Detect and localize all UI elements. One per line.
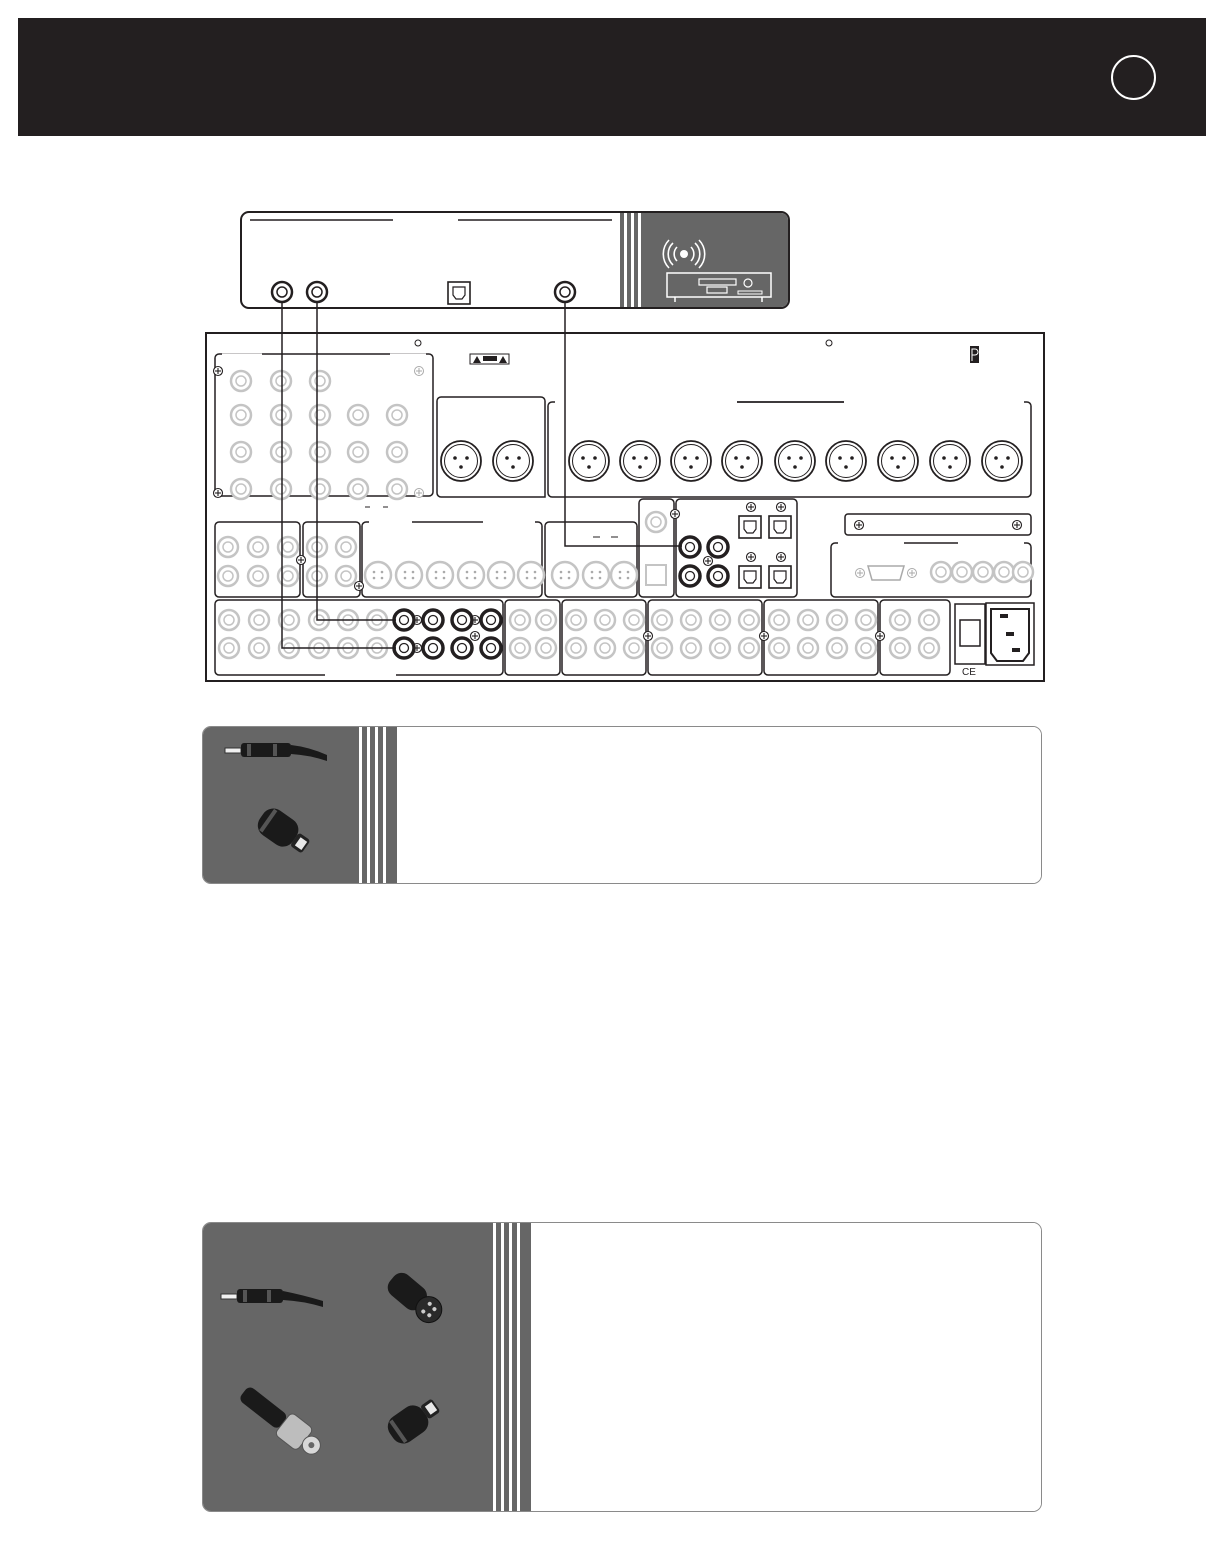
optical-in-small[interactable] [646, 565, 666, 585]
analog-output-jack[interactable] [681, 610, 701, 630]
analog-input-jack[interactable] [249, 610, 269, 630]
source-bnc-out-1[interactable] [272, 282, 292, 302]
s-video-input[interactable] [611, 562, 637, 588]
trigger-jack[interactable] [1013, 562, 1033, 582]
video-input-jack[interactable] [348, 479, 368, 499]
video-input-jack[interactable] [310, 442, 330, 462]
video-input-jack[interactable] [310, 371, 330, 391]
xlr-output[interactable] [722, 441, 762, 481]
analog-output-jack[interactable] [536, 610, 556, 630]
s-video-input[interactable] [427, 562, 453, 588]
xlr-output[interactable] [775, 441, 815, 481]
rca-cable-icon [221, 1289, 323, 1307]
s-video-input[interactable] [518, 562, 544, 588]
s-video-input[interactable] [458, 562, 484, 588]
video-input-jack[interactable] [271, 371, 291, 391]
analog-output-jack[interactable] [798, 638, 818, 658]
analog-output-jack[interactable] [769, 638, 789, 658]
xlr-output[interactable] [620, 441, 660, 481]
analog-output-jack[interactable] [681, 638, 701, 658]
analog-output-jack[interactable] [624, 610, 644, 630]
connector-box-1 [202, 726, 1042, 884]
ce-mark: CE [962, 667, 976, 678]
s-video-input[interactable] [365, 562, 391, 588]
video-input-jack[interactable] [271, 442, 291, 462]
analog-output-jack[interactable] [566, 638, 586, 658]
xlr-output[interactable] [671, 441, 711, 481]
analog-output-jack[interactable] [827, 610, 847, 630]
analog-output-jack[interactable] [510, 610, 530, 630]
analog-output-jack[interactable] [710, 610, 730, 630]
analog-output-jack[interactable] [595, 610, 615, 630]
source-optical-out[interactable] [448, 282, 470, 304]
processor-rear-panel [206, 333, 1044, 681]
s-video-input[interactable] [583, 562, 609, 588]
trigger-jack[interactable] [952, 562, 972, 582]
analog-output-jack[interactable] [919, 638, 939, 658]
audio-input-jack[interactable] [278, 537, 298, 557]
audio-input-jack[interactable] [248, 537, 268, 557]
audio-input-jack[interactable] [278, 566, 298, 586]
coax-digital-input-highlighted [680, 537, 700, 557]
analog-output-jack[interactable] [827, 638, 847, 658]
audio-input-jack[interactable] [336, 566, 356, 586]
analog-output-jack[interactable] [652, 610, 672, 630]
source-device [241, 212, 789, 308]
analog-output-jack[interactable] [652, 638, 672, 658]
video-input-jack[interactable] [231, 405, 251, 425]
analog-output-jack[interactable] [856, 638, 876, 658]
audio-input-jack[interactable] [248, 566, 268, 586]
p-logo-icon [970, 346, 979, 363]
video-input-jack[interactable] [348, 442, 368, 462]
video-input-jack[interactable] [271, 479, 291, 499]
analog-input-jack[interactable] [219, 638, 239, 658]
audio-input-jack[interactable] [336, 537, 356, 557]
video-input-jack[interactable] [231, 442, 251, 462]
power-inlet[interactable] [991, 609, 1029, 661]
video-input-jack[interactable] [271, 405, 291, 425]
bnc-connector-icon [235, 1381, 327, 1462]
s-video-input[interactable] [488, 562, 514, 588]
analog-input-jack[interactable] [249, 638, 269, 658]
xlr-input-1 [441, 441, 481, 481]
video-input-jack[interactable] [231, 479, 251, 499]
analog-output-jack[interactable] [536, 638, 556, 658]
connection-diagram [0, 0, 1206, 700]
connector-box-2 [202, 1222, 1042, 1512]
analog-input-jack[interactable] [219, 610, 239, 630]
video-input-jack[interactable] [310, 479, 330, 499]
source-coax-out[interactable] [555, 282, 575, 302]
xlr-output[interactable] [569, 441, 609, 481]
analog-output-jack[interactable] [739, 638, 759, 658]
s-video-connector-icon [384, 1269, 447, 1328]
s-video-input[interactable] [396, 562, 422, 588]
video-input-jack[interactable] [310, 405, 330, 425]
component-input-highlighted [394, 638, 414, 658]
warning-label-icon [470, 354, 509, 364]
rca-cable-icon [225, 743, 327, 761]
analog-output-jack[interactable] [710, 638, 730, 658]
video-input-jack[interactable] [387, 442, 407, 462]
video-input-jack[interactable] [387, 479, 407, 499]
analog-output-jack[interactable] [919, 610, 939, 630]
xlr-output[interactable] [878, 441, 918, 481]
trigger-jack[interactable] [994, 562, 1014, 582]
rs232-port[interactable] [868, 566, 904, 580]
xlr-output[interactable] [930, 441, 970, 481]
analog-output-jack[interactable] [798, 610, 818, 630]
audio-input-jack[interactable] [218, 566, 238, 586]
toslink-connector-icon [383, 1393, 444, 1449]
xlr-output[interactable] [826, 441, 866, 481]
analog-output-jack[interactable] [595, 638, 615, 658]
analog-output-jack[interactable] [890, 638, 910, 658]
analog-output-jack[interactable] [510, 638, 530, 658]
s-video-input[interactable] [552, 562, 578, 588]
source-bnc-out-2[interactable] [307, 282, 327, 302]
analog-output-jack[interactable] [769, 610, 789, 630]
xlr-output-row[interactable] [569, 441, 1022, 481]
trigger-jack[interactable] [931, 562, 951, 582]
analog-output-jack[interactable] [739, 610, 759, 630]
video-input-jack[interactable] [387, 405, 407, 425]
video-input-jack[interactable] [348, 405, 368, 425]
xlr-input-2 [493, 441, 533, 481]
analog-output-jack[interactable] [856, 610, 876, 630]
xlr-output[interactable] [982, 441, 1022, 481]
analog-output-jack[interactable] [890, 610, 910, 630]
analog-output-jack[interactable] [566, 610, 586, 630]
analog-output-jack[interactable] [624, 638, 644, 658]
video-input-jack[interactable] [231, 371, 251, 391]
trigger-jack[interactable] [973, 562, 993, 582]
toslink-connector-icon [253, 804, 314, 860]
audio-input-jack[interactable] [218, 537, 238, 557]
